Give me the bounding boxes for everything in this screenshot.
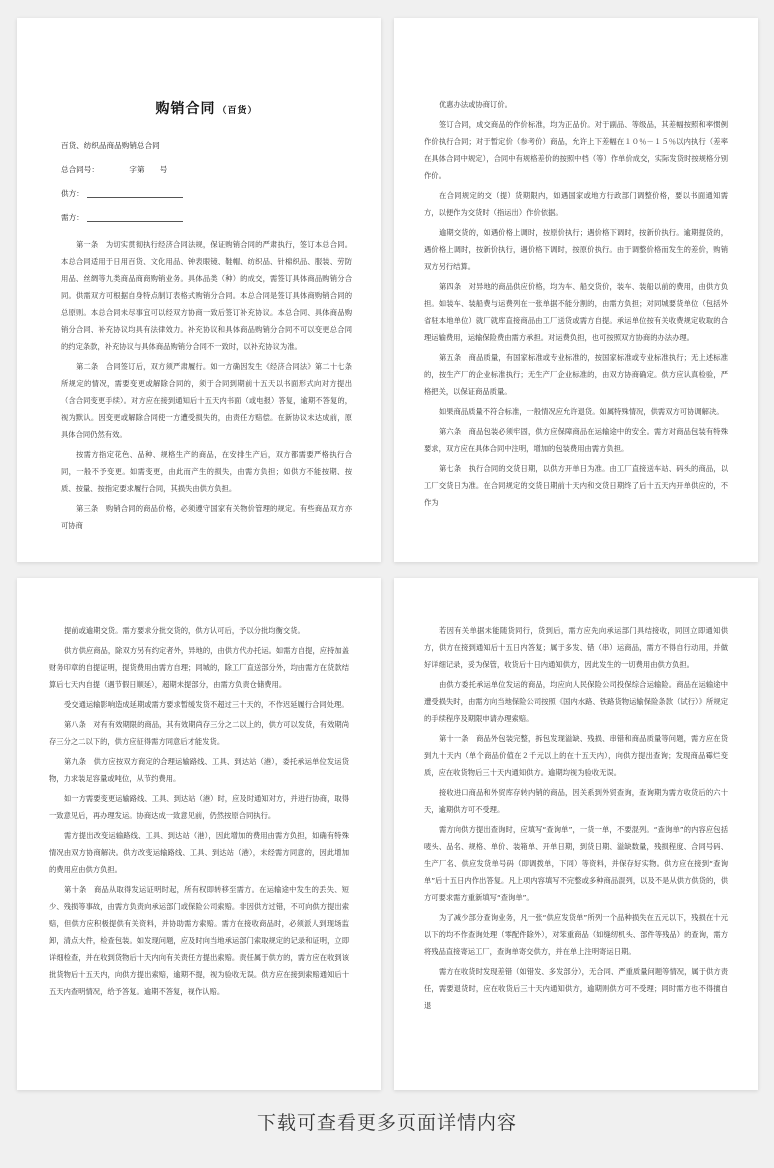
paragraph: 接收进口商品和外贸库存转内销的商品，因关系到外贸查询，查询期为需方收货后的六十天，逾期供方可不受理。 bbox=[424, 788, 728, 814]
contract-name: 百货、纺织品商品购销总合同 bbox=[61, 141, 160, 150]
paragraph: 需方在收货时发现差错（如错发、多发部分），无合同、严重质量问题等情况，属于供方责任，需要退货时，应在收货后三十天内通知供方，逾期则供方可不受理；同时需方也不得擅自退 bbox=[424, 967, 728, 1010]
buyer-line bbox=[61, 212, 352, 223]
paragraph: 优惠办法或协商订价。 bbox=[439, 100, 512, 109]
document-page-4 bbox=[394, 578, 758, 1090]
paragraph: 第一条 为切实贯彻执行经济合同法规，保证购销合同的严肃执行，签订本总合同。本总合同适用于日用百货、文化用品、钟表眼镜、鞋帽、纺织品、针棉织品、服装、劳防用品、丝绸等九类商品商商购销业务。具体品类（种）的成交，需签订具体商品购销分合同。供需双方可根据自身特点制订表格式购销分合同。本总合同是签订具体商购销合同的总原则。本总合同未尽事宜可以经双方协商一致后签订补充协议。本总合同、具体商品购销分合同、补充协议均具有法律效力。补充协议和具体商品购销分合同不可以变更总合同的约定条款，补充协议与具体商品购销分合同不一致时，以补充协议为准。 bbox=[61, 240, 352, 351]
paragraph: 第五条 商品质量，有国家标准或专业标准的，按国家标准或专业标准执行；无上述标准的，按生产厂的企业标准执行；无生产厂企业标准的，由双方协商确定。供方应认真检验，严格把关，以保证商品质量。 bbox=[424, 353, 728, 396]
contract-number-label: 总合同号： bbox=[61, 165, 99, 174]
paragraph: 供方供应商品，除双方另有约定者外，异地的，由供方代办托运。如需方自提，应持加盖财务印章的自提证明，提货费用由需方自理；同城的，除工厂直送部分外，均由需方在货款结算后七天内自提（遇节假日顺延），超期未提部分，由需方负责仓储费用。 bbox=[49, 646, 349, 689]
paragraph: 第十条 商品从取得发运证明时起，所有权即转移至需方。在运输途中发生的丢失、短少、残损等事故，由需方负责向承运部门或保险公司索赔。非因供方过错，不可向供方提出索赔，但供方应积极提供有关资料，并协助需方索赔。需方在接收商品时，必须派人到现场监卸，清点大件，检查包装。如发现问题，应及时向当地承运部门索取规定的记录和证明，立即详细检查，并在收到货物后十天内向有关责任方提出索赔。责任属于供方的，需方应在收到该批货物后十五天内，向供方提出索赔，逾期不提，视为验收无误。供方应在接到索赔通知后十五天内查明情况，给予答复。逾期不答复，视作认赔。 bbox=[49, 885, 349, 996]
contract-number-line bbox=[61, 164, 352, 175]
paragraph: 第十一条 商品外包装完整，拆包发现溢缺、残损、串错和商品质量等问题，需方应在货到九十天内（单个商品价值在２千元以上的在十五天内），向供方提出查询；发现商品霉烂变质，应在收货物后三十天内通知供方。逾期均视为验收无误。 bbox=[424, 734, 728, 777]
document-page-1 bbox=[17, 18, 381, 562]
paragraph: 第四条 对异地的商品供应价格，均为车、船交货价，装车、装船以前的费用，由供方负担。如装车、装船费与运费列在一张单据不能分割的，由需方负担；对同城要货单位（包括外省驻本地单位）就厂就库直接商品由工厂送货或需方自提。承运单位按有关收费规定收取的合理运输费用，运输保险费由需方承担。对运费负担，也可按照双方协商的办法办理。 bbox=[424, 282, 728, 342]
paragraph: 由供方委托承运单位发运的商品，均应向人民保险公司投保综合运输险。商品在运输途中遭受损失时，由需方向当地保险公司按照《国内水路、铁路货物运输保险条款（试行）》所规定的手续程序及期限申请办理索赔。 bbox=[424, 680, 728, 723]
paragraph: 第八条 对有有效期限的商品，其有效期尚存三分之二以上的，供方可以发货，有效期尚存三分之二以下的，供方应征得需方同意后才能发货。 bbox=[49, 720, 349, 746]
paragraph: 如果商品质量不符合标准，一般情况应允许退货。如属特殊情况，供需双方可协调解决。 bbox=[439, 407, 724, 416]
paragraph: 第七条 执行合同的交货日期，以供方开单日为准。由工厂直接送车站、码头的商品，以工厂交货日为准。在合同规定的交货日期前十天内和交货日期终了后十五天内开单供应的，不作为 bbox=[424, 464, 728, 507]
paragraph: 在合同规定的交（提）货期限内，如遇国家或地方行政部门调整价格，要以书面通知需方，以便作为交货时（指运出）作价依据。 bbox=[424, 191, 728, 217]
paragraph: 提前或逾期交货。需方要求分批交货的，供方认可后，予以分批均衡交货。 bbox=[64, 626, 305, 635]
paragraph: 受交通运输影响造成延期或需方要求暂缓发货不超过三十天的，不作迟延履行合同处理。 bbox=[64, 700, 349, 709]
title-subtitle: （百货） bbox=[217, 106, 258, 116]
paragraph: 需方提出改变运输路线、工具、到达站（港），因此增加的费用由需方负担，如确有特殊情况由双方协商解决。供方改变运输路线、工具、到达站（港），未经需方同意的，因此增加的费用应由供方负担。 bbox=[49, 831, 349, 874]
paragraph: 若因有关单据未能随货同行，货到后，需方应先向承运部门具结接收，同回立即通知供方，供方在接到通知后十五日内答复；属于多发、错（串）运商品，需方不得自行动用，并做好详细记录，妥为保管，收货后十日内通知供方，因此发生的一切费用由供方负担。 bbox=[424, 626, 728, 669]
paragraph: 为了减少部分查询业务，凡一张“供应发货单”所列一个品种损失在五元以下，残损在十元以下的均不作查询处理（零配件除外），对笨重商品（如缝纫机头、部件等残品）的查询，需方将残品直接寄运工厂，查询单寄交供方，并在单上注明寄运日期。 bbox=[424, 913, 728, 956]
paragraph: 第二条 合同签订后，双方须严肃履行。如一方确因发生《经济合同法》第二十七条所规定的情况，需要变更或解除合同的，须于合同到期前十五天以书面形式向对方提出（含合同变更手续）。对方应在接到通知后十五天内书面（或电报）答复，逾期不答复的，视为默认。因变更或解除合同使一方遭受损失的，由责任方赔偿。在新协议未达成前，原具体合同仍然有效。 bbox=[61, 362, 352, 439]
document-page-3 bbox=[17, 578, 381, 1090]
title-text: 购销合同 bbox=[155, 101, 216, 117]
document-page-2 bbox=[394, 18, 758, 562]
paragraph: 第六条 商品包装必须牢固，供方应保障商品在运输途中的安全。需方对商品包装有特殊要求，双方应在具体合同中注明，增加的包装费用由需方负担。 bbox=[424, 427, 728, 453]
supplier-blank bbox=[87, 189, 183, 198]
download-more-link[interactable]: 下载可查看更多页面详情内容 bbox=[256, 1112, 517, 1134]
paragraph: 第九条 供方应按双方商定的合理运输路线、工具、到达站（港），委托承运单位发运货物，力求装足容量或吨位，从节约费用。 bbox=[49, 757, 349, 783]
supplier-line bbox=[61, 188, 352, 199]
paragraph: 按需方指定花色、品种、规格生产的商品，在安排生产后，双方都需要严格执行合同，一般不予变更。如需变更，由此而产生的损失，由需方负担；如供方不能按期、按质、按量、按指定要求履行合同，其损失由供方负担。 bbox=[61, 450, 352, 493]
contract-number-value: 字第 号 bbox=[129, 165, 168, 174]
paragraph: 签订合同，成交商品的作价标准，均为正品价。对于副品、等级品，其差幅按照和率惯例作价执行合同；对于暂定价（参考价）商品，允许上下差幅在１０％－１５％以内执行（差率在具体合同中规定），合同中有规格差价的按照中档（等）作单价成交，实际发货时按规格分别作价。 bbox=[424, 120, 728, 180]
contract-title bbox=[61, 98, 352, 118]
paragraph: 逾期交货的，如遇价格上调时，按原价执行；遇价格下调时，按新价执行。逾期提货的，遇价格上调时，按新价执行，遇价格下调时，按原价执行。由于调整价格而发生的差价，购销双方另行结算。 bbox=[424, 228, 728, 271]
paragraph: 需方向供方提出查询时，应填写“查询单”，一货一单，不要混列。“查询单”的内容应包括唛头、品名、规格、单价、装箱单、开单日期，到货日期、溢缺数量，残损程度、合同号码、生产厂名、供应发货单号码（即调拨单，下同）等资料，并保存好实物。供方应在接到“查询单”后十五日内作出答复。凡上项内容填写不完整或多种商品混列，以及不是从供方供货的，供方可要求需方重新填写“查询单”。 bbox=[424, 825, 728, 902]
buyer-label: 需方： bbox=[61, 213, 84, 222]
buyer-blank bbox=[87, 213, 183, 222]
paragraph: 如一方需要变更运输路线、工具、到达站（港）时，应及时通知对方，并进行协商，取得一致意见后，再办理发运。协商达成一致意见前，仍然按原合同执行。 bbox=[49, 794, 349, 820]
supplier-label: 供方： bbox=[61, 189, 84, 198]
paragraph: 第三条 购销合同的商品价格，必须遵守国家有关物价管理的规定。有些商品双方亦可协商 bbox=[61, 504, 352, 530]
